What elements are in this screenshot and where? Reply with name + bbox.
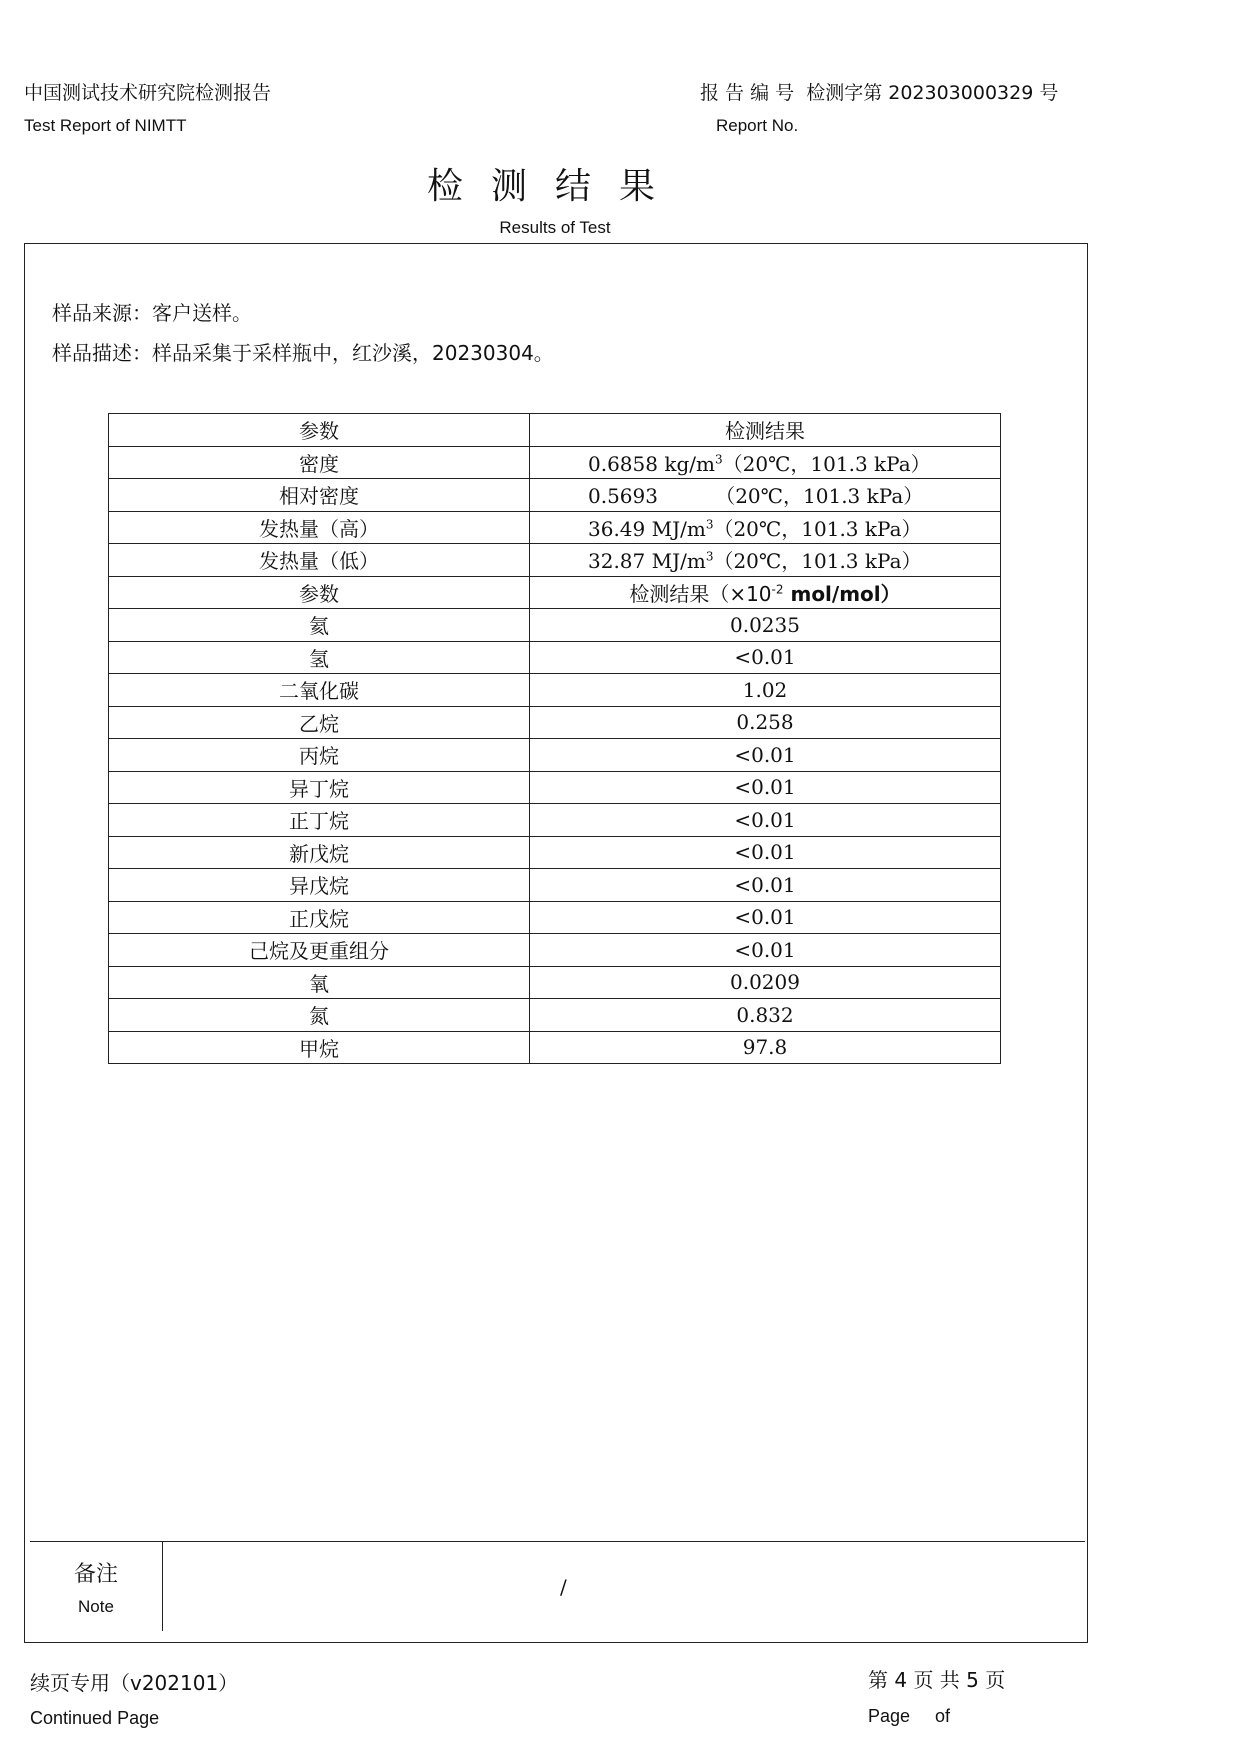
result-cell: <0.01: [530, 934, 1001, 967]
table-row: [109, 999, 1001, 1032]
result-cell: 0.832: [530, 999, 1001, 1032]
table-row: [109, 804, 1001, 837]
continued-page-cn: 续页专用（v202101）: [30, 1671, 239, 1695]
table-row: [109, 934, 1001, 967]
table-row: [109, 641, 1001, 674]
param-cell: 新戊烷: [109, 836, 530, 869]
result-cell: <0.01: [530, 771, 1001, 804]
org-title-cn: 中国测试技术研究院检测报告: [24, 82, 272, 104]
table-row: [109, 609, 1001, 642]
result-cell: [530, 479, 1001, 512]
table-row: [109, 446, 1001, 479]
table-row: [109, 544, 1001, 577]
report-number: 报 告 编 号 检测字第 202303000329 号: [700, 82, 1059, 104]
table-row: [109, 739, 1001, 772]
result-cell: <0.01: [530, 836, 1001, 869]
result-cell: <0.01: [530, 901, 1001, 934]
result-unit-exponent: 3: [714, 452, 723, 467]
table-row: [109, 706, 1001, 739]
param-cell: 密度: [109, 446, 530, 479]
composition-header-exponent: -2: [771, 582, 784, 597]
param-cell: 甲烷: [109, 1031, 530, 1064]
result-condition: （20℃，101.3 kPa）: [713, 549, 922, 574]
table-row: [109, 1031, 1001, 1064]
org-title-en: Test Report of NIMTT: [24, 116, 187, 135]
param-cell: 氮: [109, 999, 530, 1032]
continued-page-en: Continued Page: [30, 1708, 160, 1728]
result-value: 0.6858 kg/m: [588, 451, 715, 476]
note-value: /: [560, 1575, 567, 1599]
param-cell: 发热量（高）: [109, 511, 530, 544]
param-cell: 丙烷: [109, 739, 530, 772]
note-label-cn: 备注: [73, 1562, 118, 1587]
result-cell: <0.01: [530, 739, 1001, 772]
param-cell: 氢: [109, 641, 530, 674]
result-condition: （20℃，101.3 kPa）: [722, 451, 931, 476]
result-cell: [530, 511, 1001, 544]
composition-header-prefix: 检测结果（×10: [629, 581, 772, 606]
result-cell: [530, 544, 1001, 577]
table-row: [109, 511, 1001, 544]
param-cell: 氦: [109, 609, 530, 642]
param-cell: 相对密度: [109, 479, 530, 512]
result-cell: [530, 446, 1001, 479]
param-cell: 氧: [109, 966, 530, 999]
table-subheader-row: [109, 576, 1001, 609]
table-row: [109, 966, 1001, 999]
table-row: [109, 771, 1001, 804]
result-value: 32.87 MJ/m: [588, 549, 706, 574]
page-subtitle: Results of Test: [499, 218, 611, 237]
column-header-param: 参数: [109, 576, 530, 609]
result-value: 36.49 MJ/m: [588, 516, 706, 541]
results-table: [108, 413, 1001, 1064]
result-cell: 1.02: [530, 674, 1001, 707]
result-condition: （20℃，101.3 kPa）: [657, 484, 924, 509]
sample-source: 样品来源：客户送样。: [52, 301, 252, 325]
result-value: 0.5693: [588, 484, 658, 509]
result-cell: <0.01: [530, 869, 1001, 902]
result-unit-exponent: 3: [705, 549, 714, 564]
param-cell: 异丁烷: [109, 771, 530, 804]
column-header-param: 参数: [109, 414, 530, 447]
report-number-label-en: Report No.: [716, 116, 799, 135]
page-number-en: Page of: [868, 1706, 951, 1726]
result-condition: （20℃，101.3 kPa）: [713, 516, 922, 541]
result-cell: 0.0209: [530, 966, 1001, 999]
column-header-result: 检测结果: [530, 414, 1001, 447]
result-cell: 97.8: [530, 1031, 1001, 1064]
result-cell: <0.01: [530, 804, 1001, 837]
note-label-en: Note: [78, 1597, 114, 1616]
result-cell: 0.258: [530, 706, 1001, 739]
param-cell: 正丁烷: [109, 804, 530, 837]
note-row: [30, 1541, 1085, 1632]
table-row: [109, 901, 1001, 934]
result-cell: 0.0235: [530, 609, 1001, 642]
table-row: [109, 869, 1001, 902]
table-row: [109, 674, 1001, 707]
composition-header-suffix: mol/mol）: [783, 581, 901, 606]
table-header-row: [109, 414, 1001, 447]
result-unit-exponent: 3: [705, 517, 714, 532]
param-cell: 己烷及更重组分: [109, 934, 530, 967]
sample-description: 样品描述：样品采集于采样瓶中，红沙溪，20230304。: [52, 341, 554, 365]
page-number-cn: 第 4 页 共 5 页: [868, 1668, 1006, 1692]
table-row: [109, 836, 1001, 869]
param-cell: 正戊烷: [109, 901, 530, 934]
page-title: 检测结果: [426, 166, 683, 207]
param-cell: 乙烷: [109, 706, 530, 739]
table-row: [109, 479, 1001, 512]
param-cell: 异戊烷: [109, 869, 530, 902]
param-cell: 二氧化碳: [109, 674, 530, 707]
param-cell: 发热量（低）: [109, 544, 530, 577]
note-label-cell: [30, 1541, 163, 1631]
column-header-composition: [530, 576, 1001, 609]
result-cell: <0.01: [530, 641, 1001, 674]
